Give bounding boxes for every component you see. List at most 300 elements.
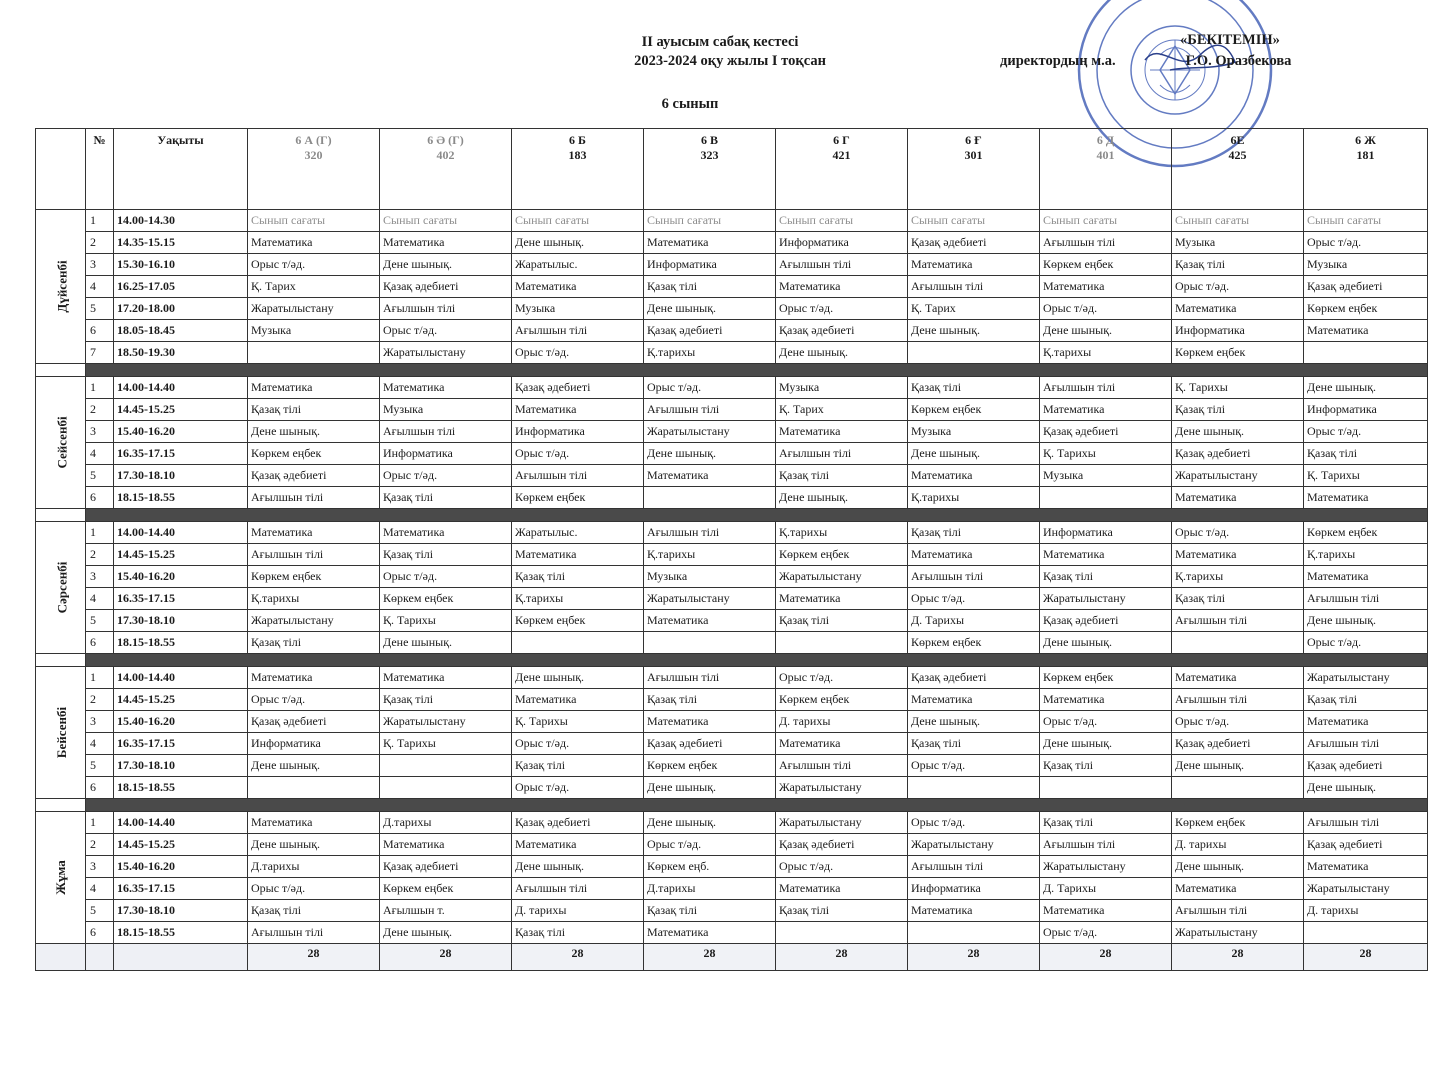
subject-cell: [1304, 922, 1428, 944]
subject-cell: [380, 777, 512, 799]
subject-cell: Көркем еңбек: [1304, 298, 1428, 320]
lesson-time: 17.30-18.10: [114, 610, 248, 632]
lesson-time: 14.00-14.40: [114, 812, 248, 834]
subject-cell: Д. тарихы: [512, 900, 644, 922]
subject-cell: Математика: [1304, 566, 1428, 588]
lesson-number: 2: [86, 689, 114, 711]
lesson-number: 6: [86, 320, 114, 342]
lesson-row: [36, 377, 1428, 399]
subject-cell: Қазақ әдебиеті: [908, 232, 1040, 254]
subject-cell: Ағылшын тілі: [908, 566, 1040, 588]
subject-cell: Математика: [1304, 320, 1428, 342]
separator-left: [36, 654, 86, 667]
class-header: [908, 129, 1040, 210]
lesson-row: [36, 298, 1428, 320]
subject-cell: Орыс т/әд.: [908, 812, 1040, 834]
subject-cell: Ағылшын тілі: [776, 443, 908, 465]
subject-cell: Математика: [512, 276, 644, 298]
subject-cell: Ағылшын тілі: [1040, 232, 1172, 254]
schedule-title: ІІ ауысым сабақ кестесі: [641, 34, 799, 50]
separator-bar: [86, 364, 1428, 377]
subject-cell: Дене шынық.: [1304, 777, 1428, 799]
subject-cell: Математика: [248, 667, 380, 689]
subject-cell: Д. тарихы: [1304, 900, 1428, 922]
weekly-hours-total: 28: [1040, 944, 1172, 971]
class-room: 401: [1096, 148, 1115, 162]
subject-cell: Жаратылыстану: [644, 421, 776, 443]
lesson-row: [36, 421, 1428, 443]
subject-cell: [776, 922, 908, 944]
subject-cell: Дене шынық.: [248, 421, 380, 443]
subject-cell: Ағылшын тілі: [1304, 733, 1428, 755]
lesson-row: [36, 733, 1428, 755]
lesson-row: [36, 711, 1428, 733]
subject-cell: Ағылшын тілі: [776, 254, 908, 276]
class-name: 6 Ә (Г): [427, 133, 464, 147]
subject-cell: Сынып сағаты: [644, 210, 776, 232]
day-separator: [36, 509, 1428, 522]
subject-cell: Музыка: [908, 421, 1040, 443]
lesson-number: 4: [86, 588, 114, 610]
subject-cell: Жаратылыстану: [644, 588, 776, 610]
day-separator: [36, 654, 1428, 667]
weekly-hours-total: 28: [248, 944, 380, 971]
subject-cell: Математика: [908, 254, 1040, 276]
lesson-time: 16.35-17.15: [114, 443, 248, 465]
class-name: 6Е: [1230, 133, 1245, 147]
class-name: 6 А (Г): [295, 133, 332, 147]
lesson-row: [36, 210, 1428, 232]
subject-cell: Музыка: [1304, 254, 1428, 276]
subject-cell: Математика: [908, 465, 1040, 487]
lesson-row: [36, 522, 1428, 544]
subject-cell: Музыка: [644, 566, 776, 588]
subject-cell: Орыс т/әд.: [1040, 711, 1172, 733]
lesson-row: [36, 487, 1428, 509]
subject-cell: Сынып сағаты: [1172, 210, 1304, 232]
subject-cell: [908, 922, 1040, 944]
subject-cell: Жаратылыстану: [908, 834, 1040, 856]
subject-cell: Ағылшын тілі: [776, 755, 908, 777]
subject-cell: Орыс т/әд.: [776, 856, 908, 878]
lesson-time: 15.40-16.20: [114, 566, 248, 588]
subject-cell: Қазақ әдебиеті: [1172, 443, 1304, 465]
lesson-row: [36, 834, 1428, 856]
subject-cell: Математика: [776, 421, 908, 443]
subject-cell: [380, 755, 512, 777]
subject-cell: Орыс т/әд.: [380, 465, 512, 487]
subject-cell: Қ. Тарихы: [512, 711, 644, 733]
subject-cell: Математика: [1172, 544, 1304, 566]
lesson-time: 16.35-17.15: [114, 588, 248, 610]
subject-cell: Қ. Тарихы: [380, 610, 512, 632]
subject-cell: Қ.тарихы: [644, 342, 776, 364]
subject-cell: Көркем еңбек: [908, 399, 1040, 421]
subject-cell: Орыс т/әд.: [644, 377, 776, 399]
subject-cell: Дене шынық.: [644, 777, 776, 799]
subject-cell: Қазақ тілі: [512, 566, 644, 588]
subject-cell: Көркем еңб.: [644, 856, 776, 878]
lesson-time: 18.05-18.45: [114, 320, 248, 342]
subject-cell: Ағылшын тілі: [380, 421, 512, 443]
column-header-time: Уақыты: [114, 129, 248, 210]
lesson-number: 1: [86, 812, 114, 834]
class-room: 320: [304, 148, 323, 162]
subject-cell: Математика: [776, 276, 908, 298]
lesson-time: 17.20-18.00: [114, 298, 248, 320]
class-header: [512, 129, 644, 210]
subject-cell: Музыка: [248, 320, 380, 342]
lesson-time: 15.40-16.20: [114, 856, 248, 878]
lesson-number: 4: [86, 878, 114, 900]
subject-cell: Орыс т/әд.: [512, 777, 644, 799]
subject-cell: Қ.тарихы: [776, 522, 908, 544]
subject-cell: Қазақ тілі: [776, 610, 908, 632]
subject-cell: Жаратылыстану: [776, 812, 908, 834]
weekly-hours-total: 28: [908, 944, 1040, 971]
class-name: 6 Г: [833, 133, 850, 147]
lesson-number: 7: [86, 342, 114, 364]
lesson-row: [36, 755, 1428, 777]
subject-cell: Жаратылыстану: [776, 777, 908, 799]
subject-cell: Музыка: [1040, 465, 1172, 487]
lesson-row: [36, 254, 1428, 276]
lesson-row: [36, 399, 1428, 421]
subject-cell: Дене шынық.: [908, 711, 1040, 733]
weekly-hours-total: 28: [1304, 944, 1428, 971]
subject-cell: Қазақ әдебиеті: [644, 320, 776, 342]
subject-cell: Көркем еңбек: [512, 487, 644, 509]
subject-cell: Математика: [776, 733, 908, 755]
subject-cell: Математика: [776, 588, 908, 610]
day-name: Дүйсенбі: [54, 259, 70, 313]
column-header-number: №: [86, 129, 114, 210]
subject-cell: Математика: [380, 834, 512, 856]
subject-cell: [512, 632, 644, 654]
corner-cell: [36, 129, 86, 210]
subject-cell: Математика: [1040, 900, 1172, 922]
subject-cell: Орыс т/әд.: [776, 667, 908, 689]
subject-cell: Музыка: [380, 399, 512, 421]
subject-cell: [908, 777, 1040, 799]
subject-cell: Дене шынық.: [776, 342, 908, 364]
subject-cell: Орыс т/әд.: [1040, 922, 1172, 944]
subject-cell: Жаратылыстану: [1172, 922, 1304, 944]
lesson-number: 1: [86, 210, 114, 232]
subject-cell: Дене шынық.: [512, 856, 644, 878]
subject-cell: Қазақ әдебиеті: [1172, 733, 1304, 755]
subject-cell: Қазақ әдебиеті: [1040, 421, 1172, 443]
subject-cell: Қазақ әдебиеті: [1304, 755, 1428, 777]
subject-cell: Орыс т/әд.: [380, 566, 512, 588]
subject-cell: Қазақ тілі: [1040, 812, 1172, 834]
subject-cell: Дене шынық.: [1040, 320, 1172, 342]
subject-cell: Қазақ тілі: [644, 689, 776, 711]
subject-cell: Орыс т/әд.: [248, 254, 380, 276]
subject-cell: Математика: [512, 834, 644, 856]
subject-cell: Математика: [248, 812, 380, 834]
subject-cell: Орыс т/әд.: [1172, 711, 1304, 733]
day-name: Бейсенбі: [54, 706, 70, 758]
class-header: [1040, 129, 1172, 210]
totals-row: [36, 944, 1428, 971]
subject-cell: Д. Тарихы: [908, 610, 1040, 632]
lesson-row: [36, 632, 1428, 654]
subject-cell: [908, 342, 1040, 364]
subject-cell: Математика: [1304, 487, 1428, 509]
subject-cell: Орыс т/әд.: [1304, 421, 1428, 443]
lesson-number: 6: [86, 922, 114, 944]
subject-cell: Математика: [248, 522, 380, 544]
subject-cell: Информатика: [1172, 320, 1304, 342]
day-label: [36, 667, 86, 799]
approval-heading: «БЕКІТЕМІН»: [1180, 32, 1280, 48]
subject-cell: Сынып сағаты: [1040, 210, 1172, 232]
lesson-time: 14.45-15.25: [114, 834, 248, 856]
subject-cell: Математика: [1040, 689, 1172, 711]
subject-cell: Ағылшын тілі: [512, 465, 644, 487]
subject-cell: Математика: [1040, 276, 1172, 298]
subject-cell: Жаратылыс.: [512, 522, 644, 544]
day-label: [36, 210, 86, 364]
class-room: 301: [964, 148, 983, 162]
subject-cell: Қазақ тілі: [908, 733, 1040, 755]
subject-cell: Орыс т/әд.: [1172, 522, 1304, 544]
lesson-number: 2: [86, 399, 114, 421]
subject-cell: Математика: [1172, 487, 1304, 509]
subject-cell: Д.тарихы: [644, 878, 776, 900]
subject-cell: Математика: [248, 232, 380, 254]
subject-cell: Қазақ тілі: [512, 922, 644, 944]
lesson-number: 6: [86, 487, 114, 509]
subject-cell: Дене шынық.: [248, 834, 380, 856]
subject-cell: Қазақ тілі: [380, 689, 512, 711]
subject-cell: Дене шынық.: [644, 298, 776, 320]
subject-cell: Қазақ әдебиеті: [512, 812, 644, 834]
subject-cell: Қ. Тарихы: [1040, 443, 1172, 465]
subject-cell: Дене шынық.: [908, 443, 1040, 465]
subject-cell: Қазақ тілі: [776, 900, 908, 922]
separator-left: [36, 364, 86, 377]
subject-cell: Математика: [644, 232, 776, 254]
subject-cell: Математика: [908, 689, 1040, 711]
subject-cell: [1172, 632, 1304, 654]
subject-cell: Ағылшын тілі: [512, 320, 644, 342]
subject-cell: Информатика: [1304, 399, 1428, 421]
day-name: Сәрсенбі: [54, 561, 70, 613]
subject-cell: Ағылшын тілі: [1172, 900, 1304, 922]
subject-cell: Математика: [380, 667, 512, 689]
lesson-time: 18.15-18.55: [114, 922, 248, 944]
subject-cell: Қазақ тілі: [1040, 755, 1172, 777]
subject-cell: Математика: [512, 689, 644, 711]
subject-cell: Көркем еңбек: [1040, 254, 1172, 276]
subject-cell: Ағылшын тілі: [644, 667, 776, 689]
subject-cell: Қазақ әдебиеті: [1304, 276, 1428, 298]
subject-cell: Математика: [1040, 544, 1172, 566]
subject-cell: [644, 632, 776, 654]
grade-label: 6 сынып: [661, 96, 719, 112]
lesson-time: 18.50-19.30: [114, 342, 248, 364]
subject-cell: Қазақ әдебиеті: [1040, 610, 1172, 632]
subject-cell: Көркем еңбек: [1172, 342, 1304, 364]
lesson-row: [36, 667, 1428, 689]
lesson-number: 6: [86, 777, 114, 799]
subject-cell: Көркем еңбек: [908, 632, 1040, 654]
lesson-row: [36, 777, 1428, 799]
subject-cell: Орыс т/әд.: [1040, 298, 1172, 320]
subject-cell: Қазақ тілі: [908, 377, 1040, 399]
subject-cell: [1040, 777, 1172, 799]
subject-cell: Көркем еңбек: [248, 443, 380, 465]
lesson-number: 2: [86, 834, 114, 856]
lesson-number: 2: [86, 232, 114, 254]
subject-cell: Орыс т/әд.: [1304, 232, 1428, 254]
subject-cell: Қ.тарихы: [1304, 544, 1428, 566]
subject-cell: Қ.тарихы: [644, 544, 776, 566]
subject-cell: Ағылшын тілі: [644, 522, 776, 544]
lesson-number: 4: [86, 276, 114, 298]
subject-cell: Ағылшын тілі: [248, 922, 380, 944]
lesson-row: [36, 689, 1428, 711]
subject-cell: Қазақ әдебиеті: [776, 834, 908, 856]
class-header: [1172, 129, 1304, 210]
subject-cell: Қазақ әдебиеті: [380, 276, 512, 298]
lesson-time: 16.35-17.15: [114, 878, 248, 900]
subject-cell: Музыка: [776, 377, 908, 399]
lesson-number: 6: [86, 632, 114, 654]
lesson-number: 5: [86, 755, 114, 777]
subject-cell: Жаратылыстану: [1040, 588, 1172, 610]
separator-left: [36, 509, 86, 522]
subject-cell: Жаратылыстану: [380, 711, 512, 733]
header-row: [36, 129, 1428, 210]
subject-cell: Информатика: [248, 733, 380, 755]
subject-cell: Сынып сағаты: [1304, 210, 1428, 232]
subject-cell: Қазақ тілі: [1172, 254, 1304, 276]
subject-cell: Қ.тарихы: [1040, 342, 1172, 364]
lesson-number: 4: [86, 443, 114, 465]
subject-cell: Дене шынық.: [1040, 632, 1172, 654]
subject-cell: Дене шынық.: [248, 755, 380, 777]
class-room: 425: [1228, 148, 1247, 162]
subject-cell: Информатика: [908, 878, 1040, 900]
lesson-row: [36, 856, 1428, 878]
subject-cell: Көркем еңбек: [512, 610, 644, 632]
subject-cell: Ағылшын тілі: [248, 487, 380, 509]
lesson-row: [36, 232, 1428, 254]
lesson-time: 14.00-14.40: [114, 522, 248, 544]
subject-cell: Көркем еңбек: [644, 755, 776, 777]
lesson-number: 5: [86, 465, 114, 487]
subject-cell: Дене шынық.: [776, 487, 908, 509]
subject-cell: Жаратылыстану: [248, 610, 380, 632]
lesson-row: [36, 588, 1428, 610]
class-header: [1304, 129, 1428, 210]
director-signature-line: [1000, 53, 1291, 70]
subject-cell: Көркем еңбек: [776, 689, 908, 711]
subject-cell: Сынып сағаты: [512, 210, 644, 232]
class-header: [248, 129, 380, 210]
lesson-number: 5: [86, 298, 114, 320]
subject-cell: Музыка: [512, 298, 644, 320]
lesson-number: 3: [86, 856, 114, 878]
subject-cell: Қазақ әдебиеті: [380, 856, 512, 878]
subject-cell: Орыс т/әд.: [776, 298, 908, 320]
subject-cell: [248, 342, 380, 364]
subject-cell: Қазақ тілі: [380, 544, 512, 566]
subject-cell: Математика: [512, 399, 644, 421]
subject-cell: [644, 487, 776, 509]
subject-cell: Д.тарихы: [248, 856, 380, 878]
subject-cell: Қазақ әдебиеті: [644, 733, 776, 755]
subject-cell: Қ. Тарих: [908, 298, 1040, 320]
lesson-time: 15.40-16.20: [114, 421, 248, 443]
subject-cell: Орыс т/әд.: [248, 878, 380, 900]
subject-cell: Ағылшын тілі: [1304, 588, 1428, 610]
subject-cell: [1040, 487, 1172, 509]
lesson-row: [36, 342, 1428, 364]
subject-cell: Математика: [512, 544, 644, 566]
subject-cell: Д.тарихы: [380, 812, 512, 834]
lesson-row: [36, 922, 1428, 944]
subject-cell: Информатика: [512, 421, 644, 443]
subject-cell: Қазақ тілі: [248, 399, 380, 421]
lesson-time: 17.30-18.10: [114, 755, 248, 777]
class-room: 402: [436, 148, 455, 162]
lesson-time: 14.00-14.40: [114, 667, 248, 689]
weekly-hours-total: 28: [380, 944, 512, 971]
subject-cell: Математика: [1304, 856, 1428, 878]
class-header: [380, 129, 512, 210]
subject-cell: Қ. Тарихы: [380, 733, 512, 755]
subject-cell: Қазақ тілі: [1040, 566, 1172, 588]
subject-cell: Дене шынық.: [380, 254, 512, 276]
subject-cell: Көркем еңбек: [1172, 812, 1304, 834]
subject-cell: Дене шынық.: [1304, 377, 1428, 399]
class-header: [776, 129, 908, 210]
subject-cell: Қ. Тарих: [248, 276, 380, 298]
subject-cell: Математика: [644, 465, 776, 487]
subject-cell: Жаратылыстану: [1304, 878, 1428, 900]
director-name: Г.О. Оразбекова: [1185, 53, 1292, 69]
lesson-number: 3: [86, 566, 114, 588]
subject-cell: Ағылшын тілі: [908, 856, 1040, 878]
subject-cell: Дене шынық.: [644, 443, 776, 465]
weekly-hours-total: 28: [1172, 944, 1304, 971]
lesson-time: 14.45-15.25: [114, 544, 248, 566]
lesson-number: 5: [86, 900, 114, 922]
subject-cell: Математика: [248, 377, 380, 399]
subject-cell: Дене шынық.: [1304, 610, 1428, 632]
subject-cell: Ағылшын тілі: [1172, 610, 1304, 632]
subject-cell: Ағылшын тілі: [380, 298, 512, 320]
subject-cell: Музыка: [1172, 232, 1304, 254]
class-name: 6 Д: [1096, 133, 1115, 147]
lesson-time: 16.25-17.05: [114, 276, 248, 298]
subject-cell: Қазақ тілі: [1172, 588, 1304, 610]
subject-cell: Жаратылыстану: [380, 342, 512, 364]
lesson-number: 1: [86, 667, 114, 689]
subject-cell: Ағылшын тілі: [1172, 689, 1304, 711]
subject-cell: [1172, 777, 1304, 799]
subject-cell: Математика: [908, 900, 1040, 922]
lesson-time: 15.40-16.20: [114, 711, 248, 733]
subject-cell: Көркем еңбек: [1040, 667, 1172, 689]
day-label: [36, 377, 86, 509]
lesson-row: [36, 320, 1428, 342]
lesson-time: 14.00-14.40: [114, 377, 248, 399]
